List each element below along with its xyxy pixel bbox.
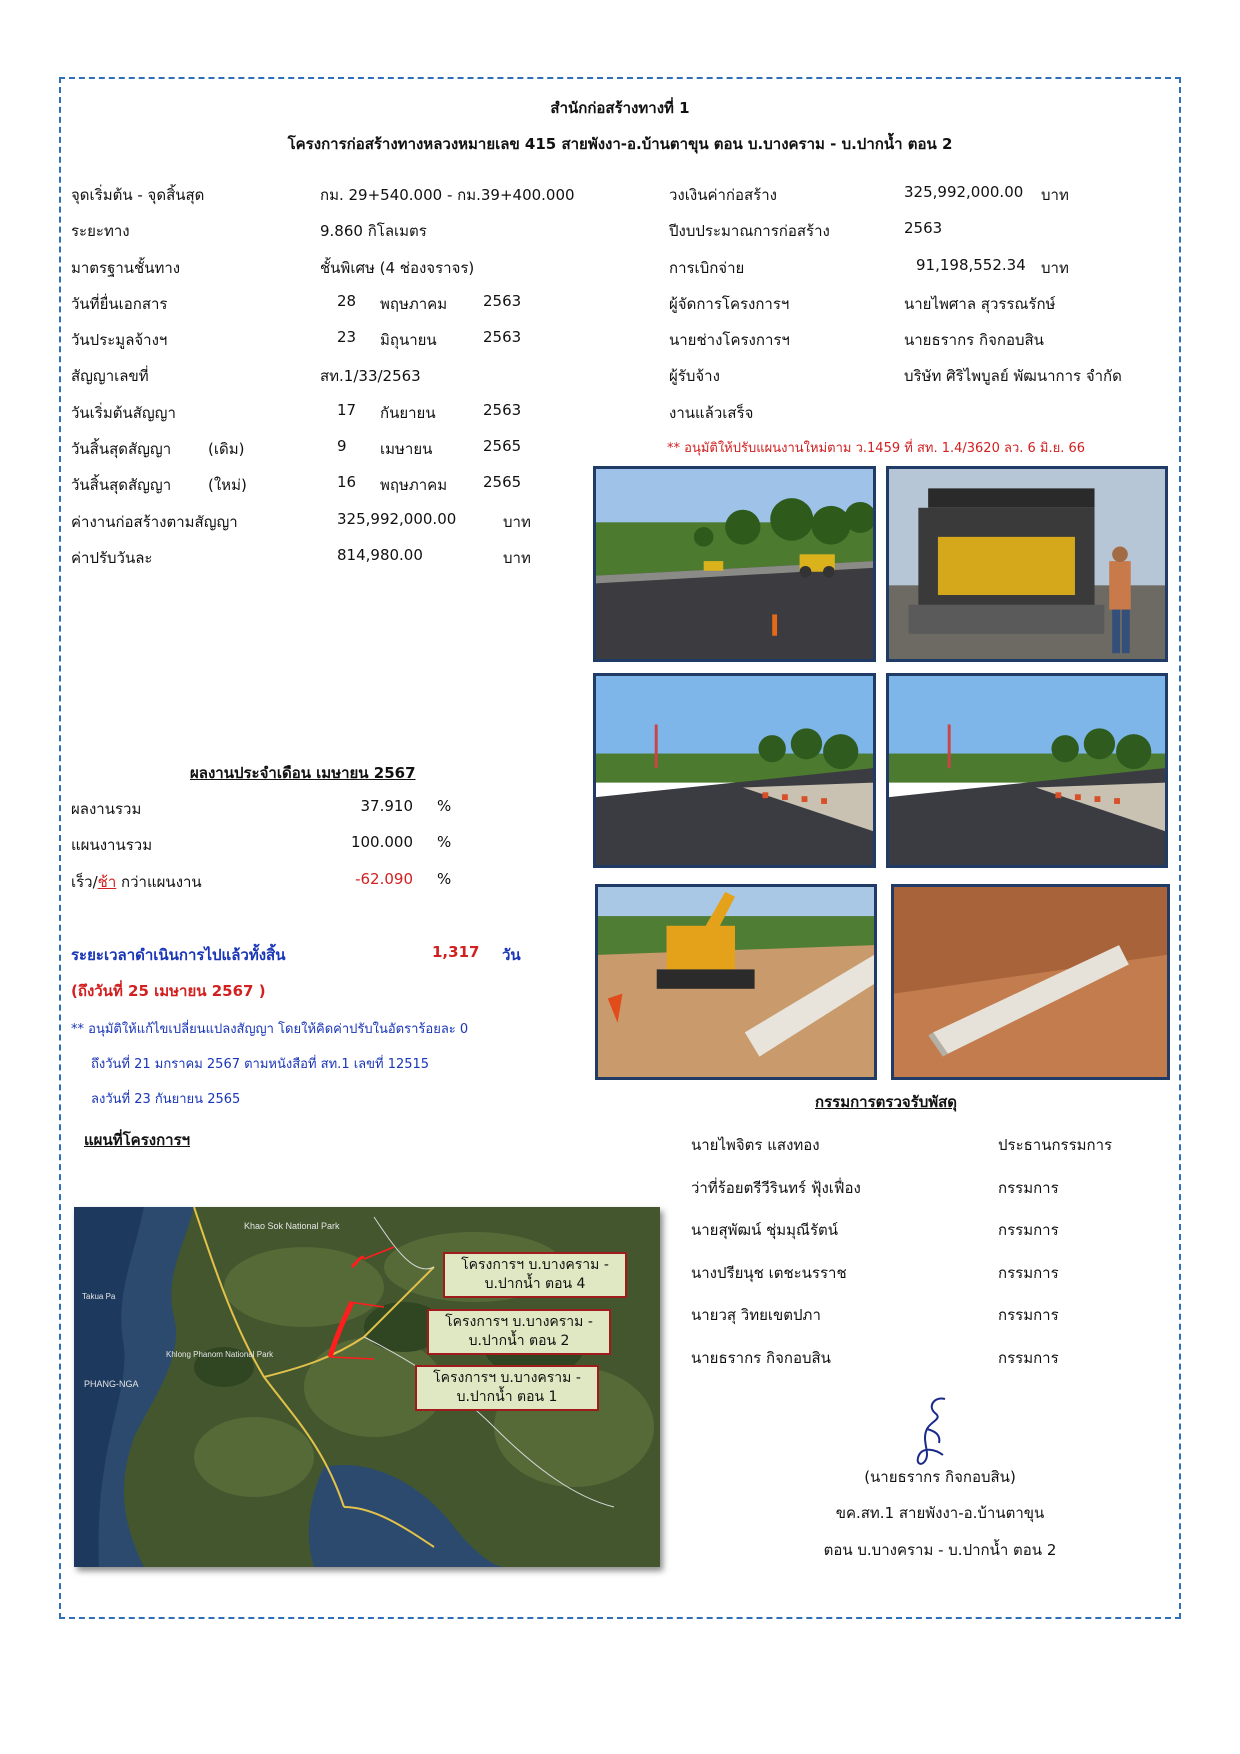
left-info-year: 2563	[483, 292, 522, 310]
office-title: สำนักก่อสร้างทางที่ 1	[550, 99, 690, 117]
photo-road-1	[593, 673, 876, 868]
committee-member-name: ว่าที่ร้อยตรีวีรินทร์ ฟุ้งเฟื่อง	[691, 1179, 861, 1197]
project-title: โครงการก่อสร้างทางหลวงหมายเลข 415 สายพังงา-อ.บ้านตาขุน ตอน บ.บางคราม - บ.ปากน้ำ ตอน 2	[287, 135, 953, 153]
left-info-value: 9	[337, 437, 347, 455]
committee-member-role: กรรมการ	[998, 1306, 1059, 1324]
right-info-label: ผู้จัดการโครงการฯ	[669, 295, 790, 313]
committee-member-role: กรรมการ	[998, 1179, 1059, 1197]
monthly-value-diff: -62.090	[355, 870, 413, 888]
left-info-value: 16	[337, 473, 357, 491]
left-info-value: 325,992,000.00	[337, 510, 457, 528]
left-info-year: 2563	[483, 328, 522, 346]
right-info-value: นายไพศาล สุวรรณรักษ์	[904, 295, 1056, 313]
left-info-sublabel: (ใหม่)	[208, 476, 247, 494]
monthly-unit-plan: %	[437, 833, 452, 851]
right-info-label: วงเงินค่าก่อสร้าง	[669, 186, 777, 204]
monthly-value-plan: 100.000	[350, 833, 413, 851]
map-callout-1: โครงการฯ บ.บางคราม - บ.ปากน้ำ ตอน 1	[415, 1365, 599, 1411]
left-info-year: บาท	[503, 549, 531, 567]
elapsed-unit: วัน	[502, 946, 521, 964]
left-info-value: สท.1/33/2563	[320, 367, 421, 385]
left-info-month: พฤษภาคม	[380, 476, 448, 494]
left-info-value: 28	[337, 292, 357, 310]
left-info-label: จุดเริ่มต้น - จุดสิ้นสุด	[71, 186, 205, 204]
signature-mark	[905, 1391, 965, 1471]
left-info-label: วันประมูลจ้างฯ	[71, 331, 168, 349]
right-info-value: บริษัท ศิริไพบูลย์ พัฒนาการ จำกัด	[904, 367, 1122, 385]
right-info-label: งานแล้วเสร็จ	[669, 404, 754, 422]
left-info-label: วันสิ้นสุดสัญญา	[71, 476, 172, 494]
note-line-1: ** อนุมัติให้แก้ไขเปลี่ยนแปลงสัญญา โดยให้คิดค่าปรับในอัตราร้อยละ 0	[71, 1022, 469, 1037]
committee-title: กรรมการตรวจรับพัสดุ	[815, 1093, 958, 1111]
map-title: แผนที่โครงการฯ	[84, 1131, 191, 1149]
left-info-label: ค่างานก่อสร้างตามสัญญา	[71, 513, 238, 531]
right-info-label: การเบิกจ่าย	[669, 259, 745, 277]
map-label-khaosok: Khao Sok National Park	[244, 1221, 340, 1231]
left-info-label: สัญญาเลขที่	[71, 367, 149, 385]
committee-member-role: ประธานกรรมการ	[998, 1136, 1113, 1154]
left-info-year: บาท	[503, 513, 531, 531]
left-info-value: 814,980.00	[337, 546, 423, 564]
committee-member-role: กรรมการ	[998, 1349, 1059, 1367]
right-info-label: นายช่างโครงการฯ	[669, 331, 790, 349]
elapsed-date: (ถึงวันที่ 25 เมษายน 2567 )	[71, 982, 266, 1000]
right-info-unit: บาท	[1041, 259, 1069, 277]
committee-member-name: นายวสุ วิทยเขตปภา	[691, 1306, 821, 1324]
elapsed-value: 1,317	[432, 943, 480, 961]
committee-member-role: กรรมการ	[998, 1221, 1059, 1239]
note-line-3: ลงวันที่ 23 กันยายน 2565	[91, 1092, 241, 1107]
left-info-value: 23	[337, 328, 357, 346]
left-info-label: ค่าปรับวันละ	[71, 549, 153, 567]
right-info-value: 91,198,552.34	[916, 256, 1026, 274]
photo-pipe	[891, 884, 1170, 1080]
left-info-label: วันสิ้นสุดสัญญา	[71, 440, 172, 458]
monthly-unit-total: %	[437, 797, 452, 815]
monthly-label-plan: แผนงานรวม	[71, 836, 153, 854]
left-info-month: กันยายน	[380, 404, 436, 422]
monthly-label-diff: เร็ว/ช้า กว่าแผนงาน	[71, 873, 202, 891]
left-info-value: 17	[337, 401, 357, 419]
map-label-phangnga: PHANG-NGA	[84, 1379, 139, 1389]
monthly-value-total: 37.910	[360, 797, 413, 815]
committee-member-name: นายธรากร กิจกอบสิน	[691, 1349, 831, 1367]
left-info-label: ระยะทาง	[71, 222, 130, 240]
elapsed-label: ระยะเวลาดำเนินการไปแล้วทั้งสิ้น	[71, 946, 286, 964]
map-label-khlongphanom: Khlong Phanom National Park	[166, 1350, 274, 1359]
right-info-value: นายธรากร กิจกอบสิน	[904, 331, 1044, 349]
committee-member-name: นายสุพัฒน์ ชุ่มมุณีรัตน์	[691, 1221, 839, 1239]
right-note: ** อนุมัติให้ปรับแผนงานใหม่ตาม ว.1459 ที่ สท. 1.4/3620 ลว. 6 มิ.ย. 66	[667, 441, 1086, 456]
left-info-year: 2565	[483, 437, 522, 455]
committee-member-name: นายไพจิตร แสงทอง	[691, 1136, 820, 1154]
left-info-sublabel: (เดิม)	[208, 440, 245, 458]
right-info-unit: บาท	[1041, 186, 1069, 204]
committee-member-name: นางปรียนุช เตชะนรราช	[691, 1264, 847, 1282]
map-label-takuapa: Takua Pa	[82, 1292, 116, 1301]
signature-section: ตอน บ.บางคราม - บ.ปากน้ำ ตอน 2	[823, 1541, 1057, 1559]
left-info-label: วันที่ยื่นเอกสาร	[71, 295, 168, 313]
left-info-value: ชั้นพิเศษ (4 ช่องจราจร)	[320, 259, 475, 277]
left-info-year: 2563	[483, 401, 522, 419]
map-callout-4: โครงการฯ บ.บางคราม - บ.ปากน้ำ ตอน 4	[443, 1252, 627, 1298]
committee-member-role: กรรมการ	[998, 1264, 1059, 1282]
left-info-month: เมษายน	[380, 440, 433, 458]
left-info-year: 2565	[483, 473, 522, 491]
photo-road-2	[886, 673, 1168, 868]
monthly-label-total: ผลงานรวม	[71, 800, 142, 818]
left-info-month: มิถุนายน	[380, 331, 437, 349]
right-info-label: ปีงบประมาณการก่อสร้าง	[669, 222, 830, 240]
right-info-value: 2563	[904, 219, 943, 237]
signature-position: ขค.สท.1 สายพังงา-อ.บ้านตาขุน	[835, 1504, 1045, 1522]
right-info-value: 325,992,000.00	[904, 183, 1024, 201]
left-info-label: มาตรฐานชั้นทาง	[71, 259, 181, 277]
left-info-value: 9.860 กิโลเมตร	[320, 222, 427, 240]
monthly-title: ผลงานประจำเดือน เมษายน 2567	[190, 764, 416, 782]
left-info-label: วันเริ่มต้นสัญญา	[71, 404, 176, 422]
monthly-unit-diff: %	[437, 870, 452, 888]
signature-name: (นายธรากร กิจกอบสิน)	[864, 1468, 1016, 1486]
photo-paver	[886, 466, 1168, 662]
map-callout-2: โครงการฯ บ.บางคราม - บ.ปากน้ำ ตอน 2	[427, 1309, 611, 1355]
right-info-label: ผู้รับจ้าง	[669, 367, 720, 385]
photo-excavator	[595, 884, 877, 1080]
photo-road-rolling	[593, 466, 876, 662]
left-info-value: กม. 29+540.000 - กม.39+400.000	[320, 186, 575, 204]
left-info-month: พฤษภาคม	[380, 295, 448, 313]
note-line-2: ถึงวันที่ 21 มกราคม 2567 ตามหนังสือที่ สท.1 เลขที่ 12515	[91, 1057, 430, 1072]
